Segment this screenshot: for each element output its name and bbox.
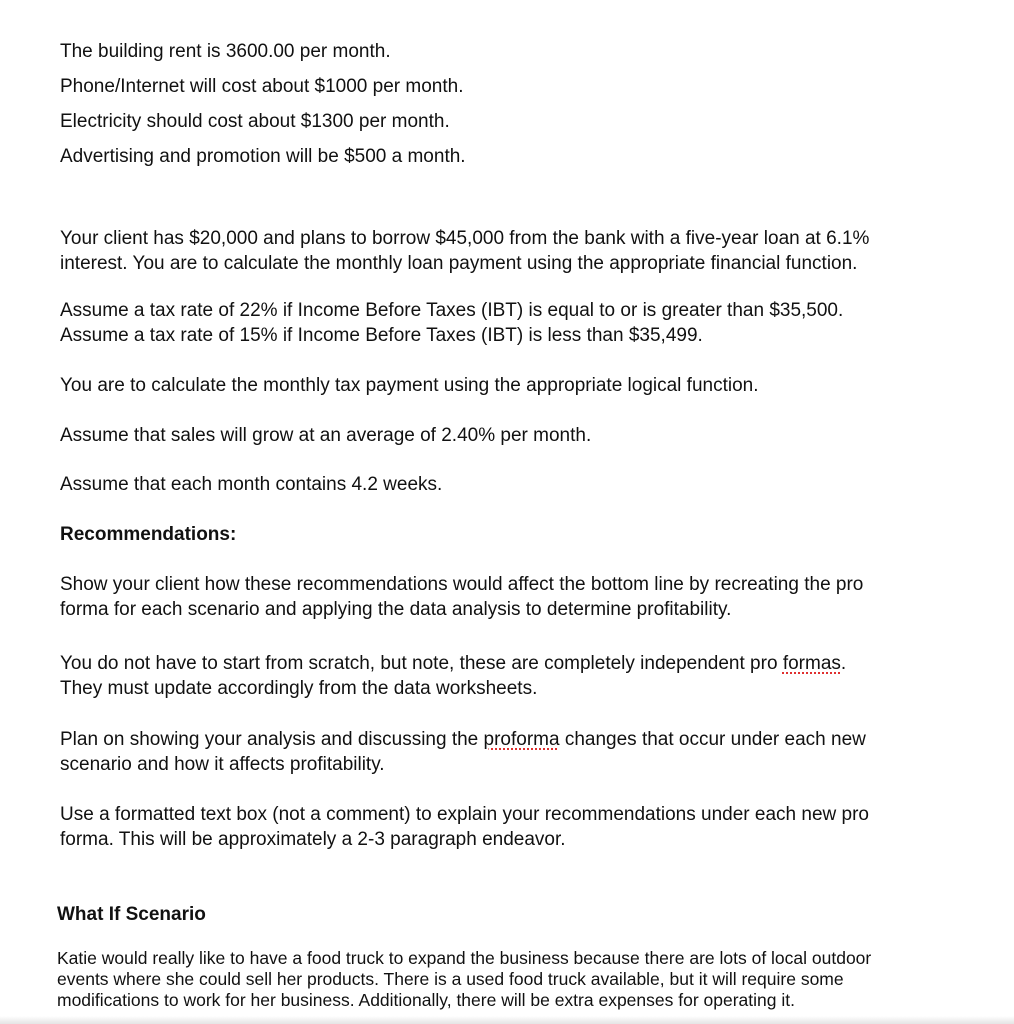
weeks-text: Assume that each month contains 4.2 weeks. [60,474,443,495]
what-if-paragraph [57,948,871,1011]
rec-p2-line-2: They must update accordingly from the data worksheets. [60,678,538,699]
loan-paragraph [60,226,869,276]
rec-p4-line-1: Use a formatted text box (not a comment) to explain your recommendations under each new pro [60,804,869,825]
sales-growth-text: Assume that sales will grow at an average of 2.40% per month. [60,425,592,446]
what-if-line-2: events where she could sell her products. There is a used food truck available, but it will require some [57,969,844,989]
recommendations-paragraph-1 [60,572,863,622]
tax-payment-text: You are to calculate the monthly tax payment using the appropriate logical function. [60,375,759,396]
rec-p2-line-1 [60,651,846,676]
what-if-line-3: modifications to work for her business. Additionally, there will be extra expenses for operating it. [57,990,795,1010]
tax-line-2: Assume a tax rate of 15% if Income Before Taxes (IBT) is less than $35,499. [60,325,703,346]
rec-p2-period: . [840,653,847,674]
expense-advertising: Advertising and promotion will be $500 a month. [60,146,466,167]
recommendations-paragraph-3 [60,727,866,777]
rec-p2-text: You do not have to start from scratch, but note, these are completely independent pro [60,653,783,674]
rec-p3-line-2: scenario and how it affects profitability. [60,754,385,775]
rec-p1-line-2: forma for each scenario and applying the data analysis to determine profitability. [60,599,732,620]
tax-paragraph [60,298,843,348]
what-if-heading: What If Scenario [57,904,206,925]
recommendations-heading: Recommendations: [60,524,237,545]
loan-line-2: interest. You are to calculate the monthly loan payment using the appropriate financial function. [60,253,858,274]
recommendations-paragraph-4 [60,802,869,852]
what-if-line-1: Katie would really like to have a food truck to expand the business because there are lots of local outdoor [57,948,872,968]
expense-phone: Phone/Internet will cost about $1000 per month. [60,76,464,97]
expense-rent: The building rent is 3600.00 per month. [60,41,391,62]
spellcheck-word-formas: formas [782,653,841,674]
recommendations-paragraph-2 [60,651,846,701]
rec-p3-text-post: changes that occur under each new [559,729,866,750]
rec-p3-text-pre: Plan on showing your analysis and discussing the [60,729,484,750]
rec-p4-line-2: forma. This will be approximately a 2-3 paragraph endeavor. [60,829,566,850]
rec-p3-line-1 [60,727,866,752]
page-bottom-shadow [0,1016,1014,1024]
tax-line-1: Assume a tax rate of 22% if Income Before Taxes (IBT) is equal to or is greater than $35,500. [60,300,844,321]
rec-p1-line-1: Show your client how these recommendations would affect the bottom line by recreating the pro [60,574,864,595]
expense-electricity: Electricity should cost about $1300 per month. [60,111,450,132]
loan-line-1: Your client has $20,000 and plans to borrow $45,000 from the bank with a five-year loan at 6.1% [60,228,870,249]
spellcheck-word-proforma: proforma [483,729,560,750]
